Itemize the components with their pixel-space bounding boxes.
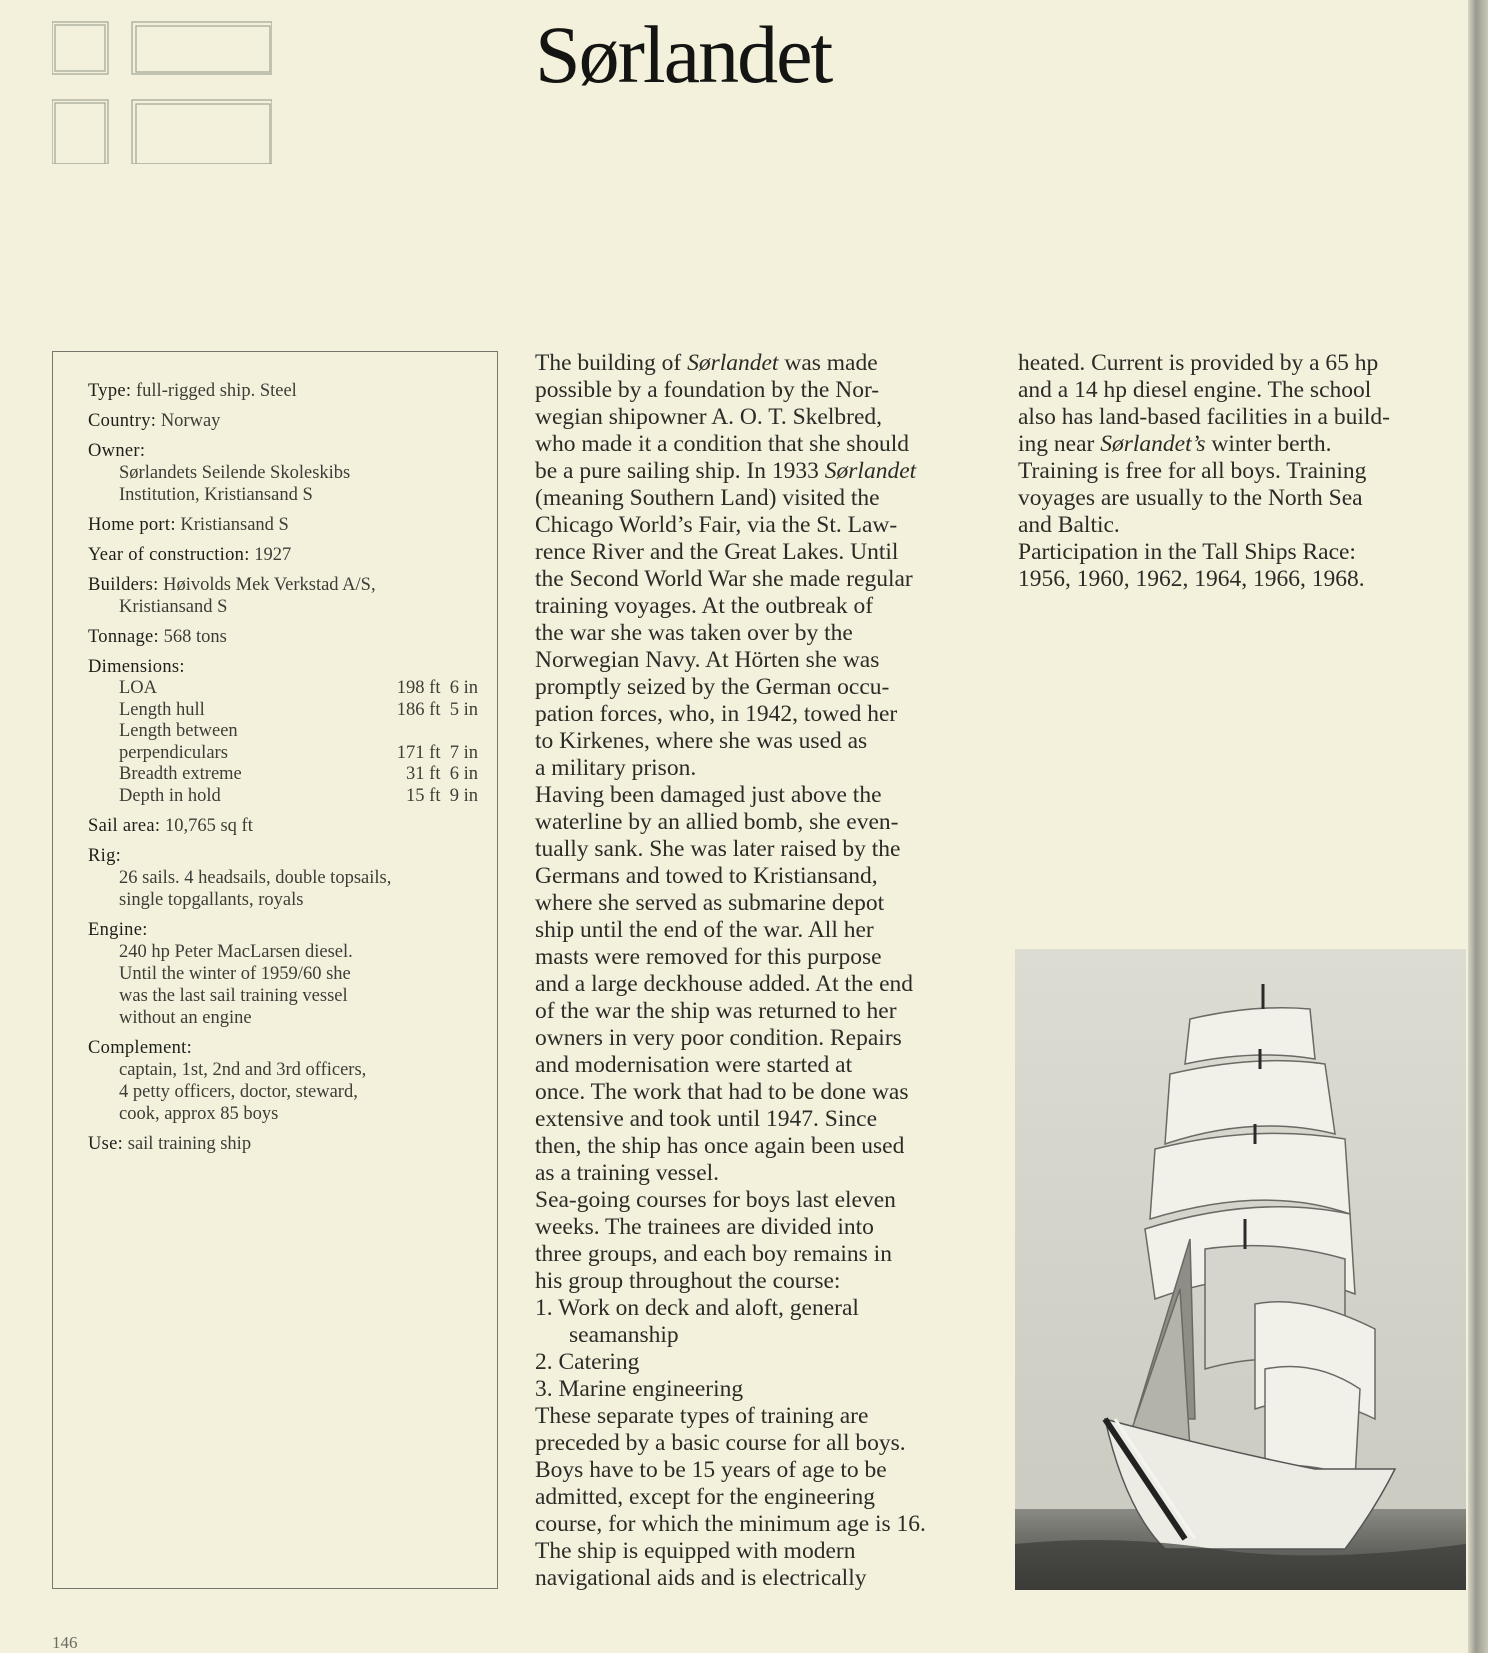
text-line: [1018, 431, 1390, 458]
dimension-row: [88, 700, 478, 722]
text-line: rence River and the Great Lakes. Until: [535, 539, 899, 565]
fact-subline: Institution, Kristiansand S: [119, 485, 313, 505]
text-line: The ship is equipped with modern: [535, 1538, 856, 1564]
text-line: and a large deckhouse added. At the end: [535, 971, 914, 997]
text-line: as a training vessel.: [535, 1160, 720, 1186]
text-line: also has land-based facilities in a build-: [1018, 404, 1390, 430]
fact-line: [88, 815, 478, 837]
text-segment: was made: [778, 350, 878, 376]
fact-item: [88, 410, 478, 432]
page-number: 146: [52, 1633, 78, 1652]
fact-key: Owner:: [88, 441, 146, 461]
italic-ship-name: Sørlandet’s: [1100, 431, 1206, 457]
fact-subline: cook, approx 85 boys: [119, 1104, 279, 1124]
fact-item: [88, 1133, 478, 1155]
fact-key: Tonnage:: [88, 627, 159, 647]
text-line: voyages are usually to the North Sea: [1018, 485, 1363, 511]
text-line: of the war the ship was returned to her: [535, 998, 897, 1024]
text-line: once. The work that had to be done was: [535, 1079, 909, 1105]
text-line: 1956, 1960, 1962, 1964, 1966, 1968.: [1018, 566, 1365, 592]
dimension-value: 186 ft 5 in: [396, 699, 478, 720]
fact-item: [88, 656, 478, 807]
text-line: training voyages. At the outbreak of: [535, 593, 874, 619]
fact-line: [88, 1037, 478, 1059]
fact-key: Year of construction:: [88, 545, 250, 565]
fact-value: 1927: [254, 545, 292, 565]
fact-value: Kristiansand S: [180, 515, 289, 535]
text-line: pation forces, who, in 1942, towed her: [535, 701, 898, 727]
fact-item: [88, 845, 478, 911]
text-line: possible by a foundation by the Nor-: [535, 377, 880, 403]
fact-line: [88, 919, 478, 941]
fact-value: 10,765 sq ft: [164, 816, 253, 836]
dimension-row: [88, 721, 478, 743]
text-line: (meaning Southern Land) visited the: [535, 485, 880, 511]
fact-subline: Kristiansand S: [119, 597, 228, 617]
text-line: owners in very poor condition. Repairs: [535, 1025, 902, 1051]
text-line: Training is free for all boys. Training: [1018, 458, 1367, 484]
text-line: Sea-going courses for boys last eleven: [535, 1187, 896, 1213]
fact-item: [88, 919, 478, 1029]
fact-line: [88, 380, 478, 402]
body-text-column-1: [535, 350, 926, 1592]
fact-line: [88, 544, 478, 566]
dimension-name: Breadth extreme: [119, 764, 242, 784]
fact-subline: without an engine: [119, 1008, 252, 1028]
text-line: navigational aids and is electrically: [535, 1565, 867, 1591]
fact-item: [88, 544, 478, 566]
fact-key: Home port:: [88, 515, 176, 535]
text-line: course, for which the minimum age is 16.: [535, 1511, 926, 1537]
text-line: preceded by a basic course for all boys.: [535, 1430, 906, 1456]
ship-photo: [1015, 949, 1466, 1590]
text-line: to Kirkenes, where she was used as: [535, 728, 868, 754]
text-segment: The building of: [535, 350, 688, 376]
dimension-name: Depth in hold: [119, 785, 221, 806]
text-line: who made it a condition that she should: [535, 431, 909, 457]
fact-value: Norway: [160, 411, 221, 431]
text-line: masts were removed for this purpose: [535, 944, 882, 970]
fact-key: Complement:: [88, 1038, 193, 1058]
text-line: heated. Current is provided by a 65 hp: [1018, 350, 1379, 376]
fact-item: [88, 380, 478, 402]
body-text-column-2: [1018, 350, 1390, 593]
text-line: These separate types of training are: [535, 1403, 869, 1429]
fact-line: [88, 845, 478, 867]
facts-list: [88, 380, 478, 1163]
dimension-name: Length between: [119, 721, 238, 741]
fact-item: [88, 815, 478, 837]
fact-subline: Sørlandets Seilende Skoleskibs: [119, 463, 351, 483]
fact-line: [88, 1133, 478, 1155]
text-line: his group throughout the course:: [535, 1268, 841, 1294]
dimension-value: 15 ft 9 in: [406, 785, 478, 806]
text-line: then, the ship has once again been used: [535, 1133, 905, 1159]
dimension-row: [88, 764, 478, 786]
text-segment: be a pure sailing ship. In 1933: [535, 458, 825, 484]
ship-facts-box: [52, 351, 498, 1589]
fact-item: [88, 514, 478, 536]
dimension-value: 171 ft 7 in: [396, 742, 478, 763]
fact-key: Use:: [88, 1134, 124, 1154]
fact-subline: was the last sail training vessel: [119, 986, 348, 1006]
fact-line: [88, 656, 478, 678]
fact-item: [88, 626, 478, 648]
book-binding-edge: [1468, 0, 1488, 1653]
text-line: Norwegian Navy. At Hörten she was: [535, 647, 880, 673]
text-line: promptly seized by the German occu-: [535, 674, 890, 700]
italic-ship-name: Sørlandet: [824, 458, 917, 484]
text-line: 3. Marine engineering: [535, 1376, 744, 1402]
text-line: tually sank. She was later raised by the: [535, 836, 901, 862]
fact-line: [88, 514, 478, 536]
fact-key: Dimensions:: [88, 657, 185, 677]
fact-value: full-rigged ship. Steel: [136, 381, 297, 401]
dimension-value: 198 ft 6 in: [396, 678, 478, 698]
text-line: Participation in the Tall Ships Race:: [1018, 539, 1356, 565]
text-line: wegian shipowner A. O. T. Skelbred,: [535, 404, 883, 430]
fact-key: Rig:: [88, 846, 122, 866]
dimension-name: Length hull: [119, 699, 205, 720]
dimension-row: [88, 786, 478, 808]
fact-key: Sail area:: [88, 816, 161, 836]
text-line: Germans and towed to Kristiansand,: [535, 863, 878, 889]
dimension-value: 31 ft 6 in: [406, 764, 478, 784]
text-segment: ing near: [1018, 431, 1101, 457]
fact-key: Engine:: [88, 920, 148, 940]
fact-value: Høivolds Mek Verkstad A/S,: [163, 575, 376, 595]
text-line: waterline by an allied bomb, she even-: [535, 809, 899, 835]
italic-ship-name: Sørlandet: [687, 350, 779, 376]
text-line: weeks. The trainees are divided into: [535, 1214, 874, 1240]
text-line: Having been damaged just above the: [535, 782, 882, 808]
fact-subline: 26 sails. 4 headsails, double topsails,: [119, 868, 392, 888]
text-line: the war she was taken over by the: [535, 620, 853, 646]
fact-key: Country:: [88, 411, 157, 431]
dimension-name: LOA: [119, 678, 158, 698]
fact-line: [88, 626, 478, 648]
fact-value: 568 tons: [163, 627, 227, 647]
fact-key: Type:: [88, 381, 132, 401]
fact-key: Builders:: [88, 575, 159, 595]
text-line: where she served as submarine depot: [535, 890, 885, 916]
fact-line: [88, 410, 478, 432]
fact-item: [88, 440, 478, 506]
text-line: and a 14 hp diesel engine. The school: [1018, 377, 1372, 403]
fact-value: sail training ship: [127, 1134, 252, 1154]
text-line: three groups, and each boy remains in: [535, 1241, 892, 1267]
page-title: Sørlandet: [535, 9, 832, 100]
text-line: Chicago World’s Fair, via the St. Law-: [535, 512, 898, 538]
text-line: [535, 350, 926, 377]
text-line: extensive and took until 1947. Since: [535, 1106, 878, 1132]
fact-subline: 240 hp Peter MacLarsen diesel.: [119, 942, 353, 962]
dimension-value: [378, 721, 478, 743]
fact-subline: 4 petty officers, doctor, steward,: [119, 1082, 358, 1102]
text-line: 1. Work on deck and aloft, general: [535, 1295, 859, 1321]
fact-subline: single topgallants, royals: [119, 890, 304, 910]
text-line: ship until the end of the war. All her: [535, 917, 874, 943]
text-line: the Second World War she made regular: [535, 566, 913, 592]
text-line: 2. Catering: [535, 1349, 640, 1375]
text-segment: winter berth.: [1205, 431, 1332, 457]
text-line: Boys have to be 15 years of age to be: [535, 1457, 887, 1483]
fact-subline: Until the winter of 1959/60 she: [119, 964, 351, 984]
text-line: a military prison.: [535, 755, 697, 781]
fact-line: [88, 440, 478, 462]
fact-item: [88, 574, 478, 618]
norway-flag-outline-icon: [52, 14, 272, 164]
dimension-name: perpendiculars: [119, 742, 228, 763]
text-line: and modernisation were started at: [535, 1052, 853, 1078]
text-line: admitted, except for the engineering: [535, 1484, 875, 1510]
dimension-row: [88, 678, 478, 700]
fact-subline: captain, 1st, 2nd and 3rd officers,: [119, 1060, 367, 1080]
fact-item: [88, 1037, 478, 1125]
text-line: [535, 458, 926, 485]
fact-line: [88, 574, 478, 596]
text-line: and Baltic.: [1018, 512, 1120, 538]
text-line: seamanship: [569, 1322, 679, 1348]
dimension-row: [88, 743, 478, 765]
